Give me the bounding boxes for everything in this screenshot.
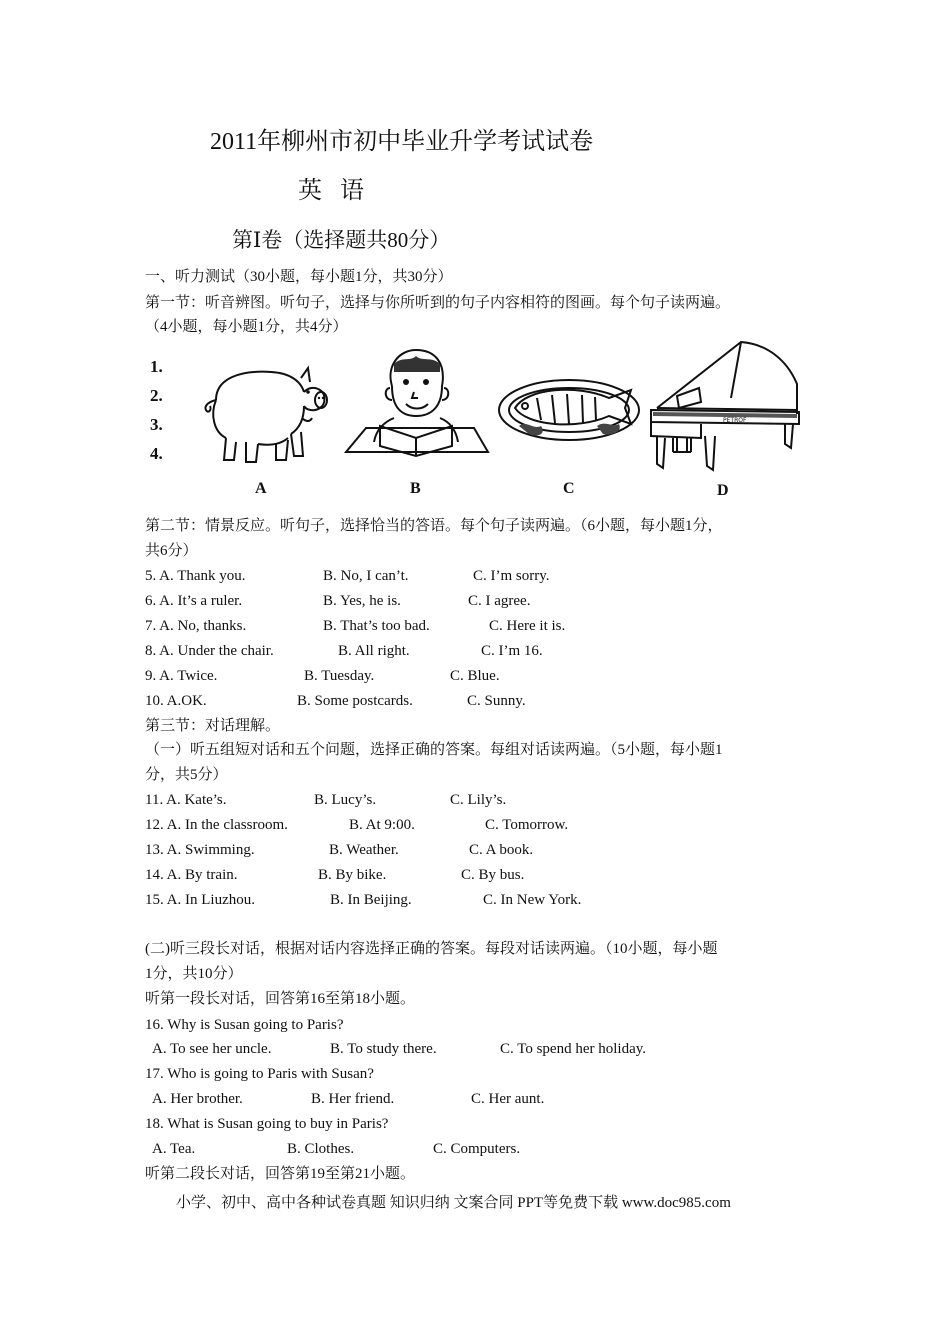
option-b: B. That’s too bad.	[323, 618, 430, 634]
option-c: C. In New York.	[483, 892, 582, 908]
option-b: B. To study there.	[330, 1041, 437, 1057]
option-a: A. Her brother.	[152, 1091, 243, 1107]
option-a: 6. A. It’s a ruler.	[145, 593, 243, 609]
option-c: C. Sunny.	[467, 693, 526, 709]
sub1-instructions: （一）听五组短对话和五个问题，选择正确的答案。每组对话读两遍。（5小题，每小题1	[145, 742, 723, 758]
question-number: 2.	[150, 386, 163, 405]
piano-icon	[647, 340, 803, 476]
part-heading: 第Ⅰ卷（选择题共80分）	[232, 228, 451, 252]
option-b: B. Yes, he is.	[323, 593, 401, 609]
option-a: A. Tea.	[152, 1141, 196, 1157]
option-b: B. All right.	[338, 643, 410, 659]
picture-label-c: C	[563, 480, 575, 497]
option-c: C. Here it is.	[489, 618, 566, 634]
option-b: B. Some postcards.	[297, 693, 413, 709]
option-a: 13. A. Swimming.	[145, 842, 255, 858]
option-c: C. Computers.	[433, 1141, 521, 1157]
picture-label-b: B	[410, 480, 421, 497]
sub1-instructions-cont: 分，共5分）	[145, 767, 228, 783]
option-a: 14. A. By train.	[145, 867, 238, 883]
fish-dish-icon	[497, 368, 643, 448]
sub2-instructions-cont: 1分，共10分）	[145, 966, 243, 982]
exam-title: 2011年柳州市初中毕业升学考试试卷	[210, 129, 594, 155]
part3-heading: 第三节：对话理解。	[145, 718, 281, 734]
question-17: 17. Who is going to Paris with Susan?	[145, 1066, 374, 1082]
option-b: B. By bike.	[318, 867, 387, 883]
option-a: 7. A. No, thanks.	[145, 618, 247, 634]
option-a: 9. A. Twice.	[145, 668, 218, 684]
option-a: 11. A. Kate’s.	[145, 792, 227, 808]
option-c: C. Blue.	[450, 668, 500, 684]
option-b: B. In Beijing.	[330, 892, 412, 908]
question-number: 1.	[150, 357, 163, 376]
option-b: B. Weather.	[329, 842, 399, 858]
question-number: 4.	[150, 444, 163, 463]
piano-brand: PETROF	[723, 417, 747, 424]
option-c: C. Tomorrow.	[485, 817, 569, 833]
option-c: C. A book.	[469, 842, 534, 858]
dialog2-intro: 听第二段长对话，回答第19至第21小题。	[145, 1166, 416, 1182]
picture-label-d: D	[717, 482, 729, 499]
option-b: B. Her friend.	[311, 1091, 395, 1107]
boy-reading-icon	[344, 346, 490, 458]
option-a: 12. A. In the classroom.	[145, 817, 288, 833]
option-c: C. Her aunt.	[471, 1091, 545, 1107]
option-b: B. No, I can’t.	[323, 568, 409, 584]
option-a: A. To see her uncle.	[152, 1041, 272, 1057]
picture-label-a: A	[255, 480, 267, 497]
question-number: 3.	[150, 415, 163, 434]
option-a: 8. A. Under the chair.	[145, 643, 274, 659]
question-18: 18. What is Susan going to buy in Paris?	[145, 1116, 389, 1132]
option-a: 10. A.OK.	[145, 693, 207, 709]
option-b: B. Clothes.	[287, 1141, 355, 1157]
option-a: 15. A. In Liuzhou.	[145, 892, 255, 908]
part1-instructions-cont: （4小题，每小题1分，共4分）	[145, 319, 348, 335]
option-c: C. By bus.	[461, 867, 525, 883]
part1-instructions: 第一节：听音辨图。听句子，选择与你所听到的句子内容相符的图画。每个句子读两遍。	[145, 295, 731, 311]
sub2-instructions: (二)听三段长对话，根据对话内容选择正确的答案。每段对话读两遍。（10小题，每小题	[145, 941, 718, 957]
picture-question-numbers	[150, 352, 163, 468]
part2-instructions-cont: 共6分）	[145, 543, 198, 559]
dialog1-intro: 听第一段长对话，回答第16至第18小题。	[145, 991, 416, 1007]
option-c: C. Lily’s.	[450, 792, 507, 808]
part2-instructions: 第二节：情景反应。听句子，选择恰当的答语。每个句子读两遍。（6小题，每小题1分，	[145, 518, 723, 534]
option-b: B. At 9:00.	[349, 817, 415, 833]
option-a: 5. A. Thank you.	[145, 568, 246, 584]
option-b: B. Tuesday.	[304, 668, 375, 684]
option-b: B. Lucy’s.	[314, 792, 377, 808]
section-heading: 一、听力测试（30小题，每小题1分，共30分）	[145, 269, 453, 285]
option-c: C. I’m sorry.	[473, 568, 550, 584]
option-c: C. I’m 16.	[481, 643, 543, 659]
option-c: C. To spend her holiday.	[500, 1041, 647, 1057]
footer-ad: 小学、初中、高中各种试卷真题 知识归纳 文案合同 PPT等免费下载 www.doc985.com	[176, 1195, 731, 1211]
subject-title: 英 语	[298, 178, 370, 204]
pig-icon	[196, 360, 331, 470]
question-16: 16. Why is Susan going to Paris?	[145, 1017, 344, 1033]
option-c: C. I agree.	[468, 593, 531, 609]
